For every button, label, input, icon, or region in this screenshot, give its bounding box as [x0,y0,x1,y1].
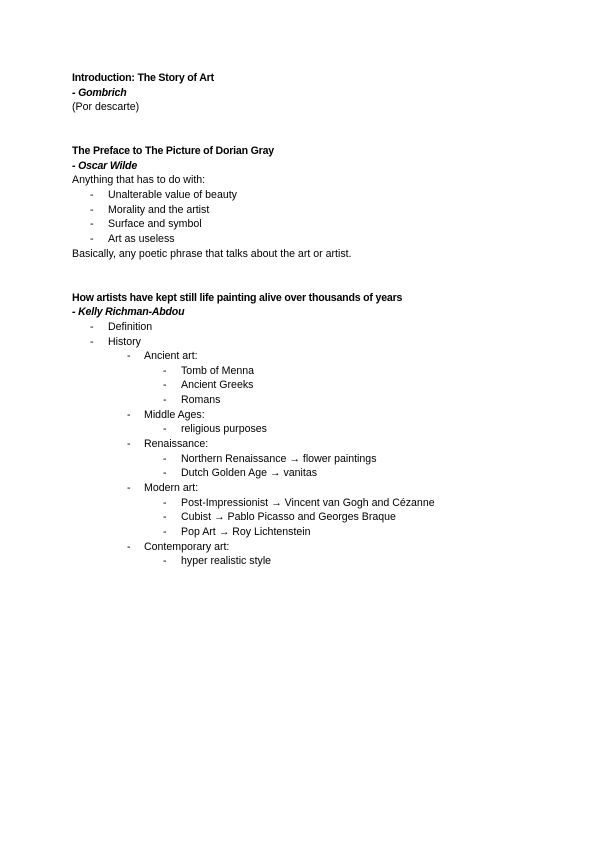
list-item: - hyper realistic style [163,555,272,568]
spacer [72,276,542,291]
list-item: - History [90,335,141,348]
bullet-dash: - [90,189,94,202]
bullet-dash: - [127,350,131,363]
section-title: How artists have kept still life painting alive over thousands of years [72,291,403,304]
list-item: - Unalterable value of beauty [90,189,237,202]
bullet-dash: - [90,233,94,246]
list-item: - Dutch Golden Age → vanitas [163,467,318,480]
list-item: - Surface and symbol [90,218,202,231]
bullet-dash: - [90,203,94,216]
spacer [72,115,542,130]
list-item: - Contemporary art: [127,540,230,553]
bullet-dash: - [163,525,167,538]
list-item: - Modern art: [127,481,199,494]
list-item: - Morality and the artist [90,203,210,216]
bullet-dash: - [127,438,131,451]
bullet-dash: - [163,555,167,568]
bullet-dash: - [163,511,167,524]
bullet-dash: - [163,452,167,465]
bullet-dash: - [163,394,167,407]
list-item: - Ancient art: [127,350,198,363]
section-title: Introduction: The Story of Art [72,72,214,84]
section-title: The Preface to The Picture of Dorian Gray [72,145,274,158]
bullet-dash: - [163,496,167,509]
list-item: - Cubist → Pablo Picasso and Georges Braque [163,511,396,524]
section-author: - Oscar Wilde [72,159,138,172]
document-page [72,71,542,569]
section-author: - Gombrich [72,86,127,99]
section-author: - Kelly Richman-Abdou [72,306,185,319]
spacer [72,130,542,145]
list-item: - religious purposes [163,423,267,436]
list-item: - Renaissance: [127,438,209,451]
list-item: - Definition [90,320,153,333]
section-note: (Por descarte) [72,101,140,114]
list-item: - Art as useless [90,233,175,246]
list-item: - Ancient Greeks [163,379,254,392]
bullet-dash: - [127,408,131,421]
list-item: - Tomb of Menna [163,364,255,377]
section-closing: Basically, any poetic phrase that talks about the art or artist. [72,247,352,260]
bullet-dash: - [163,423,167,436]
bullet-dash: - [127,481,131,494]
list-item: - Pop Art → Roy Lichtenstein [163,525,311,538]
list-item: - Romans [163,394,221,407]
section-intro: Anything that has to do with: [72,174,206,187]
bullet-dash: - [90,335,94,348]
bullet-dash: - [163,364,167,377]
bullet-dash: - [127,540,131,553]
list-item: - Middle Ages: [127,408,205,421]
bullet-dash: - [90,320,94,333]
bullet-dash: - [163,467,167,480]
spacer [72,261,542,276]
bullet-dash: - [90,218,94,231]
list-item: - Northern Renaissance → flower paintings [163,452,377,465]
bullet-dash: - [163,379,167,392]
list-item: - Post-Impressionist → Vincent van Gogh and Cézanne [163,496,435,509]
